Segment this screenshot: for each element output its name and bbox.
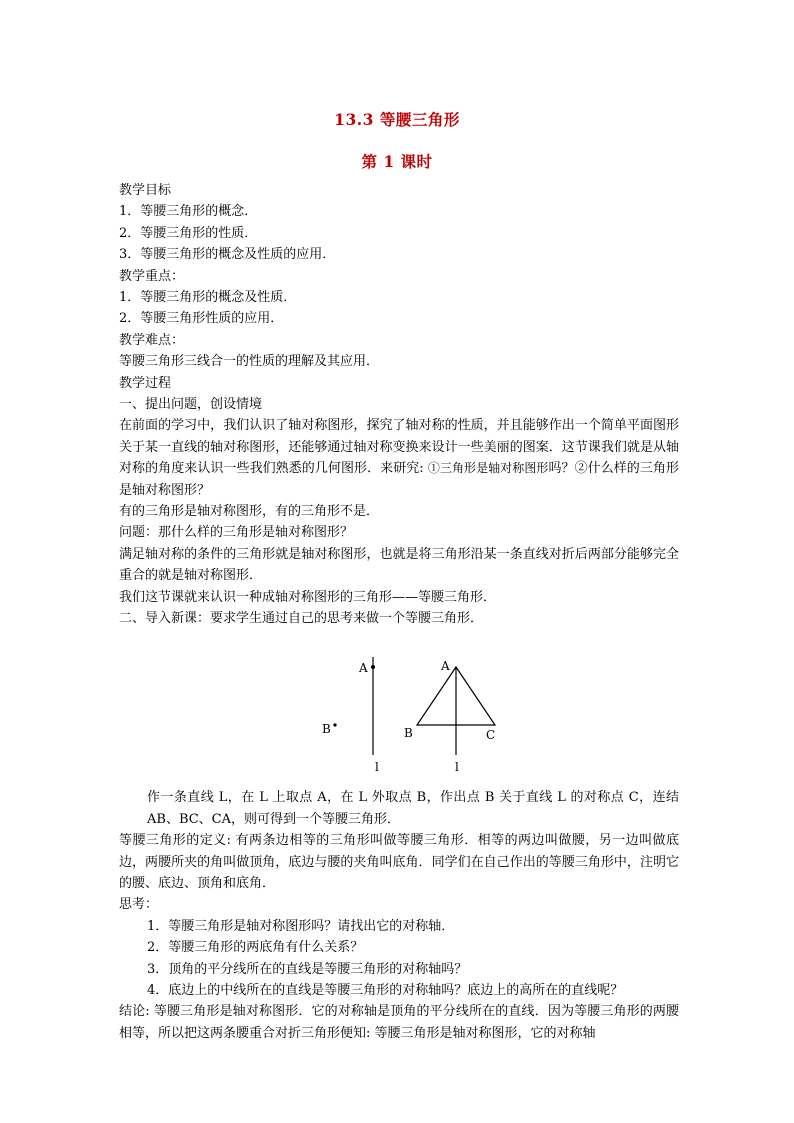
point-b-left <box>333 724 336 727</box>
section1-question: 问题：那什么样的三角形是轴对称图形？ <box>119 525 354 541</box>
label-a-right: A <box>441 659 450 674</box>
section1-paragraph: 在前面的学习中，我们认识了轴对称图形，探究了轴对称的性质，并且能够作出一个简单平面图形关于某一直线的轴对称图形，还能够通过轴对称变换来设计一些美丽的图案．这节课我们就是从轴对称的角度来认识一些我们熟悉的几何图形．来研究: ①三角形是轴对称图形吗？②什么样的三角形是轴对称图形？ <box>119 418 679 498</box>
definition-paragraph: 等腰三角形的定义: 有两条边相等的三角形叫做等腰三角形．相等的两边叫做腰，另一边叫做底边，两腰所夹的角叫做顶角，底边与腰的夹角叫底角．同学们在自己作出的等腰三角形中，注明它的腰、底边、顶角和底角． <box>119 833 679 891</box>
goal-item: 3．等腰三角形的概念及性质的应用． <box>119 247 336 263</box>
lesson-body <box>119 180 679 1044</box>
key-point: 2．等腰三角形性质的应用． <box>119 311 284 327</box>
page-title: 13.3 等腰三角形 <box>334 110 460 129</box>
question-item: 4．底边上的中线所在的直线是等腰三角形的对称轴吗？底边上的高所在的直线呢？ <box>147 982 624 998</box>
point-a-left <box>371 665 375 669</box>
construction-figure <box>119 637 679 777</box>
question-item: 1．等腰三角形是轴对称图形吗？请找出它的对称轴． <box>147 918 455 934</box>
question-item: 3．顶角的平分线所在的直线是等腰三角形的对称轴吗？ <box>147 961 468 977</box>
label-a-left: A <box>359 661 368 676</box>
label-b-left: B <box>322 722 331 737</box>
label-c-right: C <box>486 728 496 743</box>
think-heading: 思考： <box>119 897 159 913</box>
lesson-subtitle: 第 1 课时 <box>361 152 433 171</box>
section1-transition: 我们这节课就来认识一种成轴对称图形的三角形——等腰三角形． <box>119 589 497 605</box>
label-l-left: l <box>375 760 379 775</box>
difficulty-heading: 教学难点： <box>119 332 185 348</box>
construction-paragraph: 作一条直线 L，在 L 上取点 A，在 L 外取点 B，作出点 B 关于直线 L 的对称点 C，连结 AB、BC、CA，则可得到一个等腰三角形． <box>147 790 679 827</box>
goal-item: 2．等腰三角形的性质． <box>119 225 258 241</box>
goals-heading: 教学目标 <box>119 183 172 198</box>
section1-answer: 有的三角形是轴对称图形，有的三角形不是． <box>119 503 380 519</box>
question-item: 2．等腰三角形的两底角有什么关系？ <box>147 940 364 956</box>
key-heading: 教学重点： <box>119 268 185 284</box>
difficulty-text: 等腰三角形三线合一的性质的理解及其应用． <box>119 354 380 370</box>
label-b-right: B <box>404 726 413 741</box>
goal-item: 1．等腰三角形的概念． <box>119 204 258 220</box>
section1-heading: 一、提出问题，创设情境 <box>119 396 263 412</box>
section1-explanation: 满足轴对称的条件的三角形就是轴对称图形，也就是将三角形沿某一条直线对折后两部分能够完全重合的就是轴对称图形． <box>119 546 679 584</box>
section2-heading: 二、导入新课：要求学生通过自己的思考来做一个等腰三角形． <box>119 610 484 626</box>
key-point: 1．等腰三角形的概念及性质． <box>119 289 297 305</box>
process-heading: 教学过程 <box>119 375 172 391</box>
conclusion-paragraph: 结论: 等腰三角形是轴对称图形．它的对称轴是顶角的平分线所在的直线．因为等腰三角形的两腰相等，所以把这两条腰重合对折三角形便知: 等腰三角形是轴对称图形，它的对称轴 <box>119 1004 679 1041</box>
isosceles-construction-diagram <box>119 637 679 777</box>
label-l-right: l <box>455 760 459 775</box>
